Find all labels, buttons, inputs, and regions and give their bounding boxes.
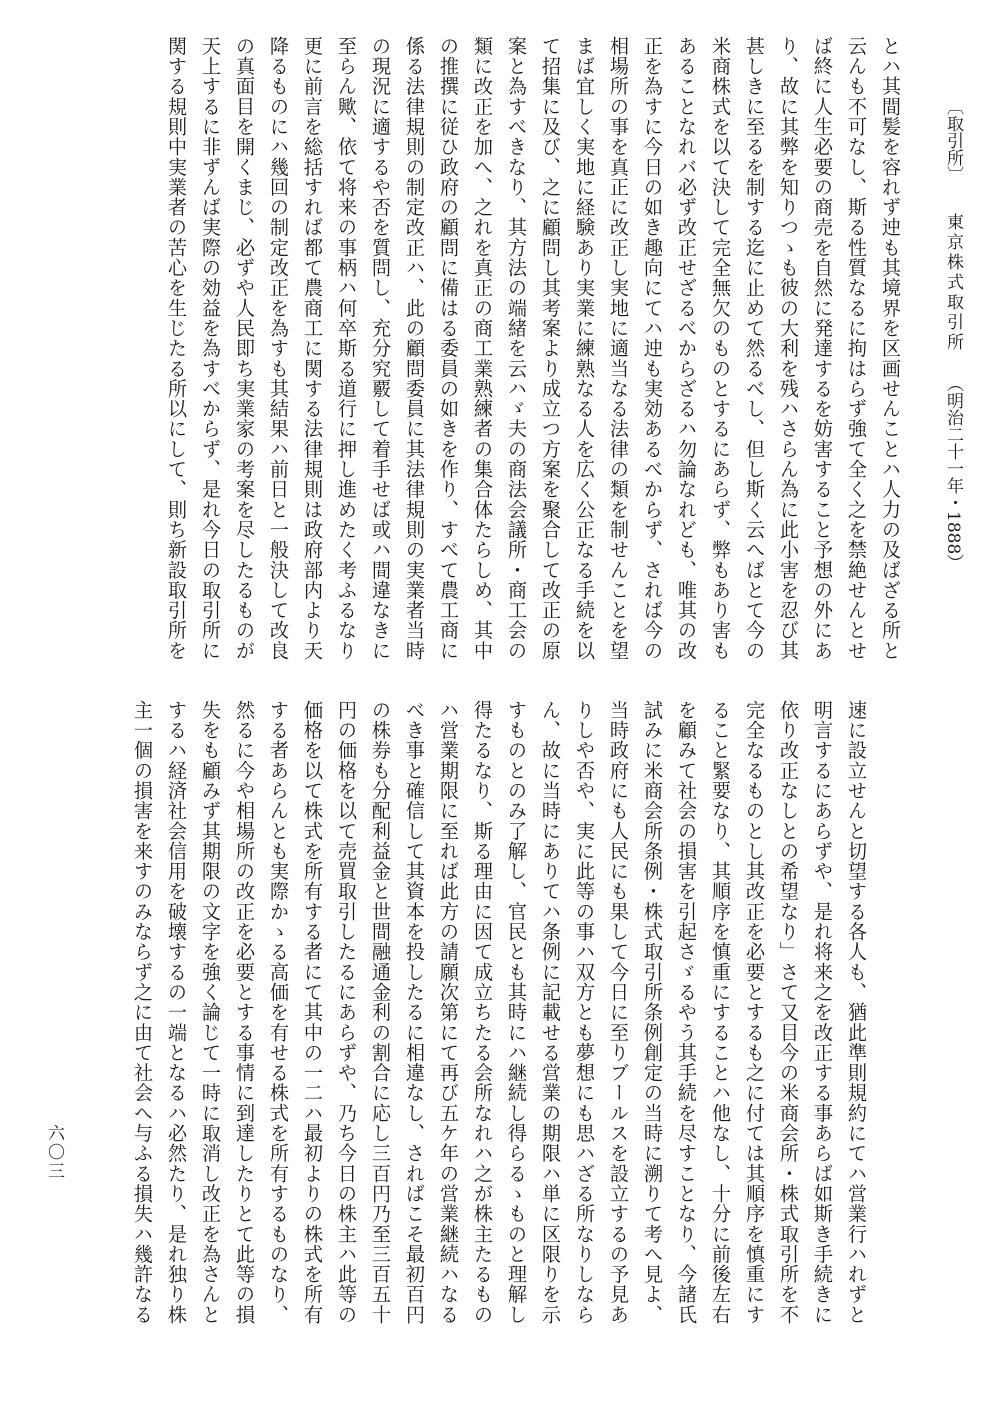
text-line: 天上するに非ずんば実際の効益を為すべからず、是れ今日の取引所に [199, 36, 222, 661]
text-line: の推撰に従ひ政府の顧問に備はる委員の如きを作り、すべて農工商に [437, 36, 460, 661]
text-line: するハ経済社会信用を破壊するの一端となるハ必然たり、是れ独り株 [165, 700, 188, 1325]
text-line: 試みに米商会所条例・株式取引所条例創定の当時に溯りて考へ見よ、 [641, 700, 664, 1325]
text-line: 案と為すべきなり、其方法の端緒を云ハゞ夫の商法会議所・商工会の [505, 36, 528, 661]
text-line: 係る法律規則の制定改正ハ、此の顧問委員に其法律規則の実業者当時 [403, 36, 426, 661]
text-line: 云んも不可なし、斯る性質なるに拘はらず強て全く之を禁絶せんとせ [845, 36, 868, 661]
running-header [925, 98, 965, 658]
text-line: 明言するにあらずや、是れ将来之を改正する事あらば如斯き手続きに [811, 700, 834, 1325]
text-line: 至らん歟、依て将来の事柄ハ何卒斯る道行に押し進めたく考ふるなり [335, 36, 358, 661]
text-line: ば終に人生必要の商売を自然に発達するを妨害すること予想の外にあ [811, 36, 834, 661]
text-line: ハ営業期限に至れば此方の請願次第にて再び五ケ年の営業継続ハなる [437, 700, 460, 1325]
text-line: を顧みて社会の損害を引起さゞるやう其手続を尽すことなり、今諸氏 [675, 700, 698, 1325]
text-line: り、故に其弊を知りつゝも彼の大利を残ハさらん為に此小害を忍び其 [777, 36, 800, 661]
text-line: 甚しきに至るを制する迄に止めて然るべし、但し斯く云へばとて今の [743, 36, 766, 661]
text-line: 完全なるものとし其改正を必要とするも之に付ては其順序を慎重にす [743, 700, 766, 1325]
text-line: 正を為すに今日の如き趣向にてハ迚も実効あるべからず、されば今の [641, 36, 664, 661]
text-line: の真面目を開くまじ、必ずや人民即ち実業家の考案を尽したるものが [233, 36, 256, 661]
text-line: 米商株式を以て決して完全無欠のものとするにあらず、弊もあり害も [709, 36, 732, 661]
text-line: の現況に適するや否を質問し、充分究覈して着手せば或ハ間違なきに [369, 36, 392, 661]
text-line: りしや否や、実に此等の事ハ双方とも夢想にも思ハざる所なりしなら [573, 700, 596, 1325]
text-line: 依り改正なしとの希望なり」さて又目今の米商会所・株式取引所を不 [777, 700, 800, 1325]
text-line: あることなれバ必ず改正せざるべからざるハ勿論なれども、唯其の改 [675, 36, 698, 661]
text-line: 相場所の事を真正に改正し実地に適当なる法律の類を制せんことを望 [607, 36, 630, 661]
text-line: 然るに今や相場所の改正を必要とする事情に到達したりとて此等の損 [233, 700, 256, 1325]
text-line: 更に前言を総括すれば都て農商工に関する法律規則は政府部内より天 [301, 36, 324, 661]
text-line: すものとのみ了解し、官民とも其時にハ継続し得らるゝものと理解し [505, 700, 528, 1325]
upper-text-block [127, 36, 907, 686]
text-line: 速に設立せんと切望する各人も、猶此準則規約にてハ営業行ハれずと [845, 700, 868, 1325]
text-line: 失をも顧みず其期限の文字を強く論じて一時に取消し改正を為さんと [199, 700, 222, 1325]
text-line: 価格を以て株式を所有する者にて其中の一二ハ最初よりの株式を所有 [301, 700, 324, 1325]
text-line: まば宜しく実地に経験あり実業に練熟なる人を広く公正なる手続を以 [573, 36, 596, 661]
text-line: 得たるなり、斯る理由に因て成立ちたる会所なれハ之が株主たるもの [471, 700, 494, 1325]
text-line: の株券も分配利益金と世間融通金利の割合に応し三百円乃至三百五十 [369, 700, 392, 1325]
lower-text-block [113, 700, 873, 1336]
text-line: べき事と確信して其資本を投したるに相違なし、さればこそ最初百円 [403, 700, 426, 1325]
page-number: 六〇三 [44, 1124, 64, 1181]
text-line: 降るものにハ幾回の制定改正を為すも其結果ハ前日と一般決して改良 [267, 36, 290, 661]
text-line: 類に改正を加へ、之れを真正の商工業熟練者の集合体たらしめ、其中 [471, 36, 494, 661]
text-line: 当時政府にも人民にも果して今日に至りブールスを設立するの予見あ [607, 700, 630, 1325]
text-line: する者あらんとも実際かゝる高価を有せる株式を所有するものなり、 [267, 700, 290, 1325]
header-organization: 東京株式取引所 [943, 213, 963, 353]
text-line: ること緊要なり、其順序を慎重にすることハ他なし、十分に前後左右 [709, 700, 732, 1325]
header-era: （明治二十一年・1888） [943, 375, 963, 572]
text-line: 主一個の損害を来すのみならず之に由て社会へ与ふる損失ハ幾許なる [131, 700, 154, 1325]
text-line: とハ其間髪を容れず迚も其境界を区画せんことハ人力の及ばざる所と [879, 36, 902, 661]
text-line: ん、故に当時にありてハ条例に記載せる営業の期限ハ単に区限りを示 [539, 700, 562, 1325]
text-line: 関する規則中実業者の苦心を生じたる所以にして、則ち新設取引所を [165, 36, 188, 661]
header-section-label: 〔取引所〕 [943, 98, 963, 183]
text-line: て招集に及び、之に顧問し其考案より成立つ方案を聚合して改正の原 [539, 36, 562, 661]
text-line: 円の価格を以て売買取引したるにあらずや、乃ち今日の株主ハ此等の [335, 700, 358, 1325]
